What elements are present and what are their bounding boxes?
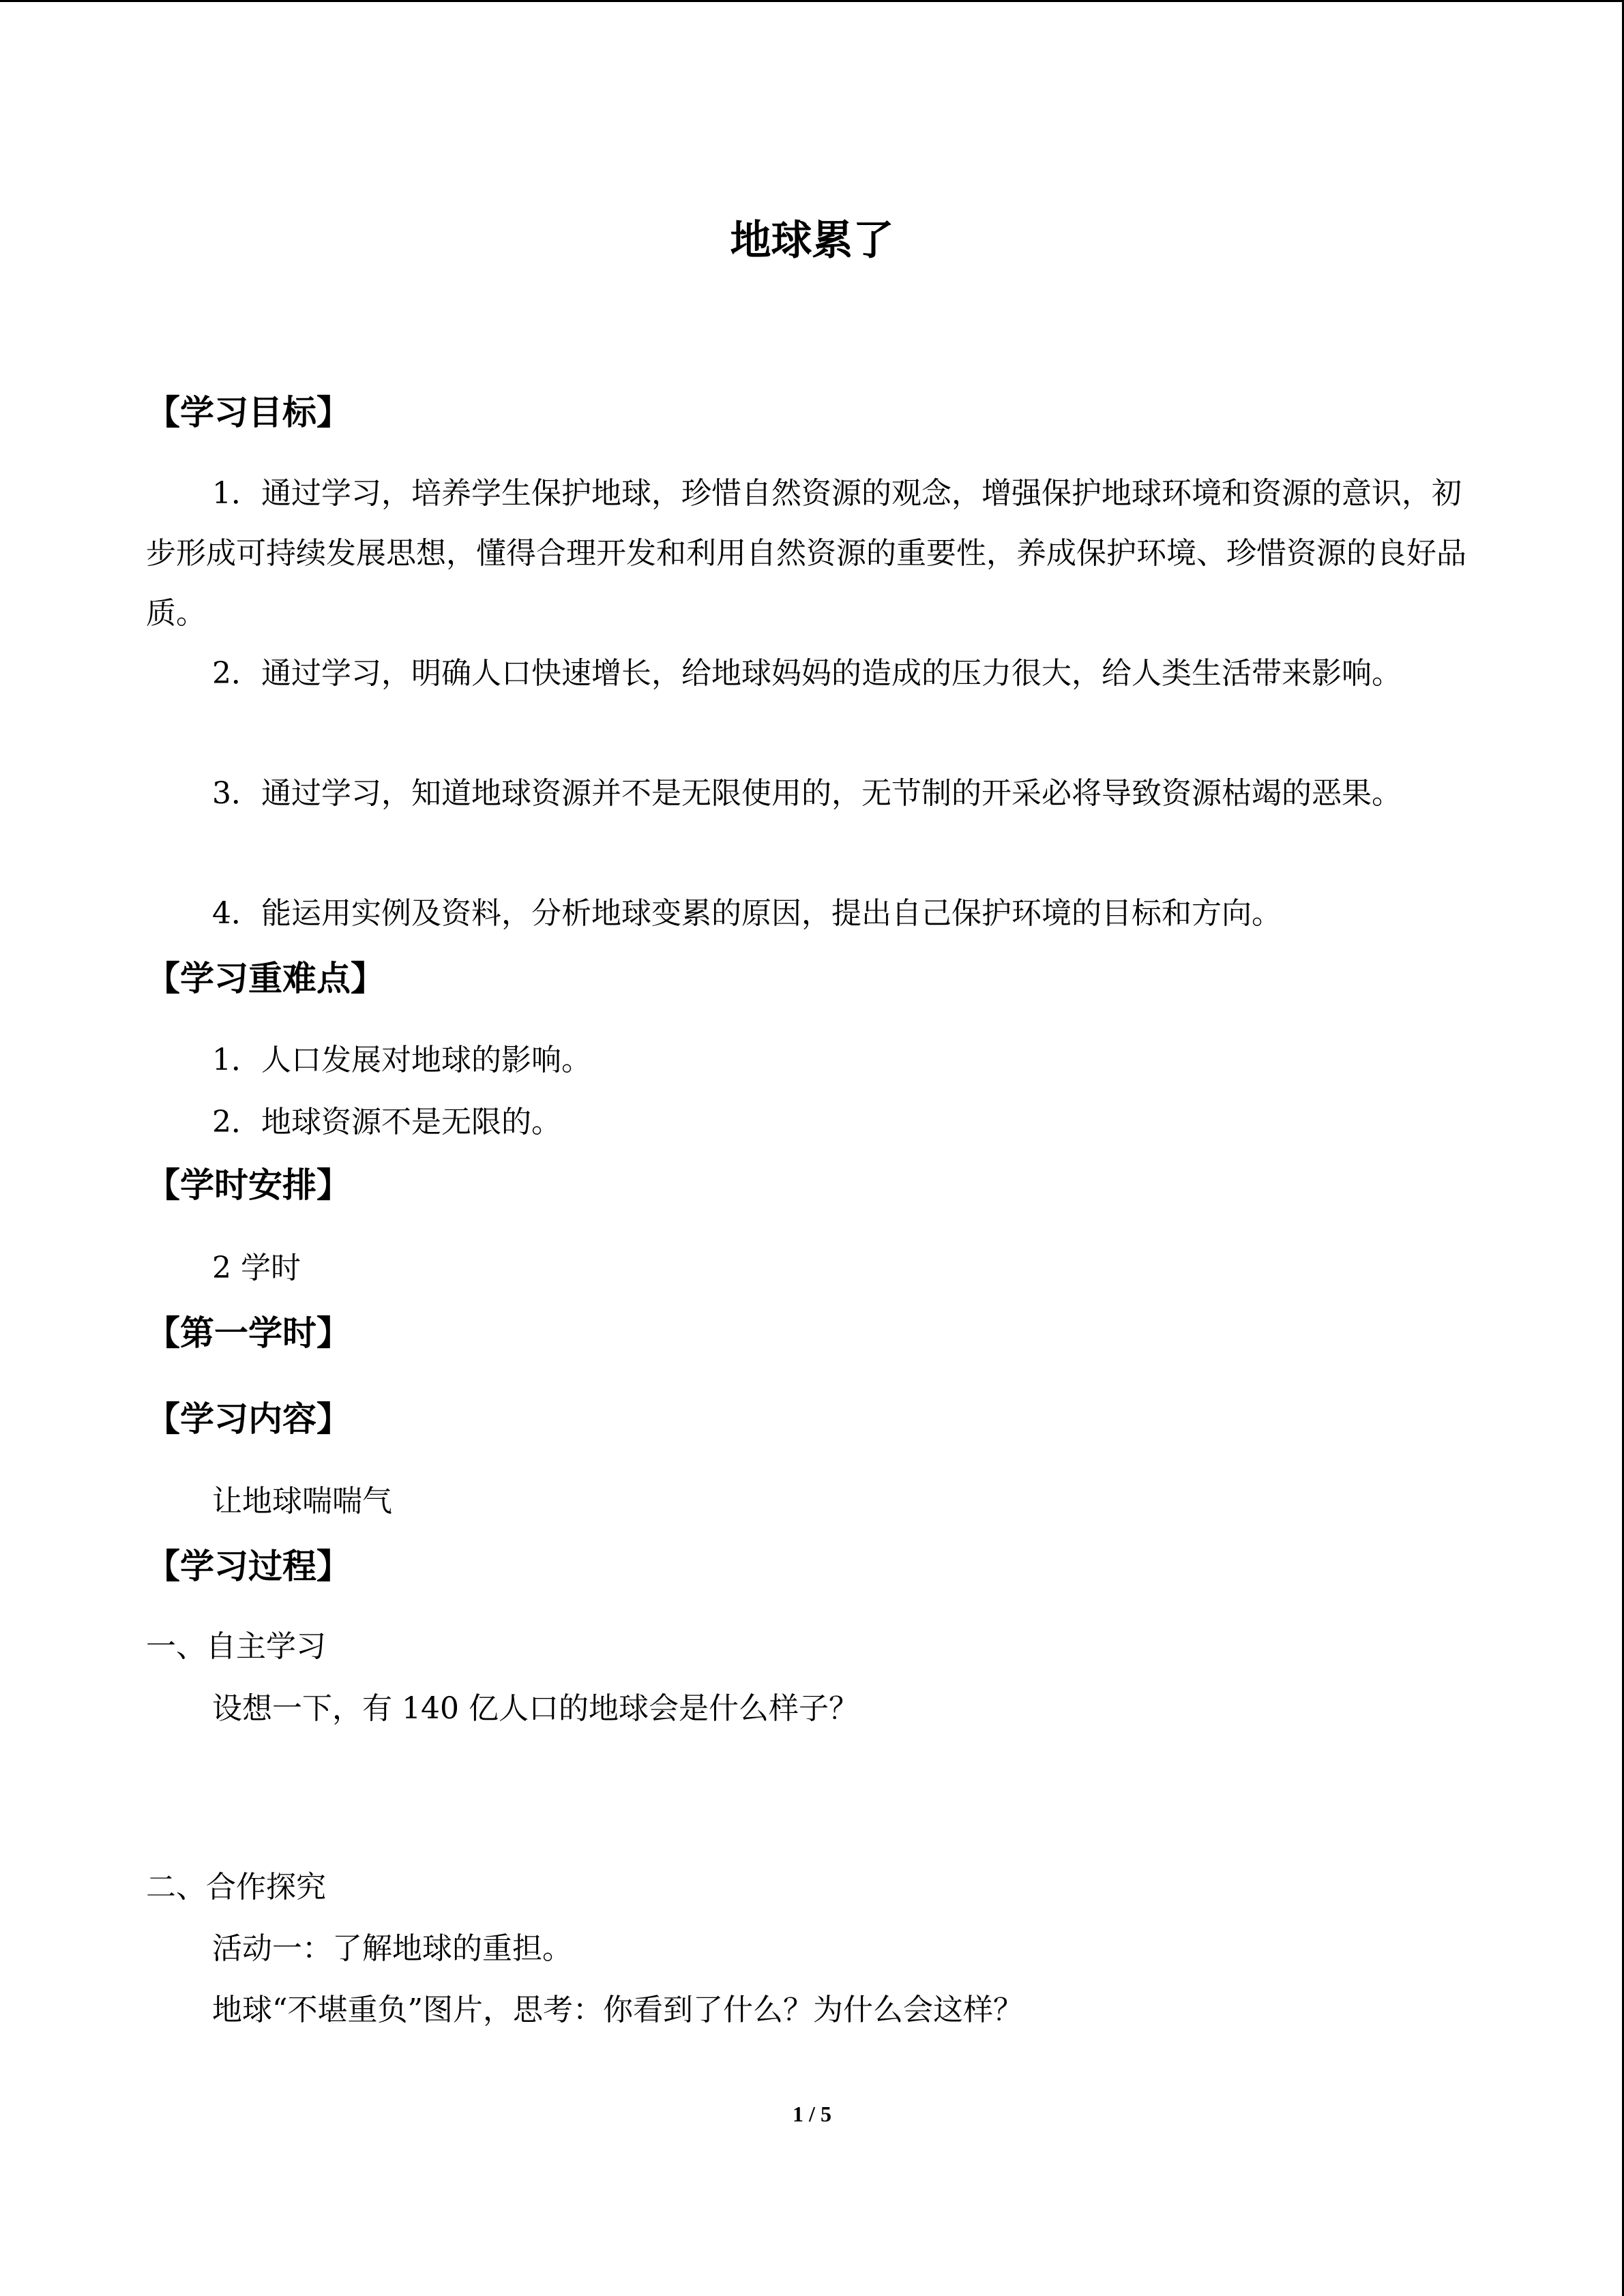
key-point-2: 2．地球资源不是无限的。 [212,1105,561,1139]
page-indicator: 1 / 5 [793,2102,831,2126]
part2-title: 二、合作探究 [146,1870,326,1905]
heading-first-period: 【第一学时】 [146,1313,351,1353]
document-title: 地球累了 [730,217,894,265]
goal-item-4: 4．能运用实例及资料，分析地球变累的原因，提出自己保护环境的目标和方向。 [212,896,1282,931]
schedule-text: 2 学时 [212,1251,301,1285]
part1-title: 一、自主学习 [146,1629,326,1664]
goal-item-3: 3．通过学习，知道地球资源并不是无限使用的，无节制的开采必将导致资源枯竭的恶果。 [212,776,1402,811]
key-point-1: 1．人口发展对地球的影响。 [212,1043,591,1077]
goal-item-2: 2．通过学习，明确人口快速增长，给地球妈妈的造成的压力很大，给人类生活带来影响。 [212,656,1402,691]
heading-learning-process: 【学习过程】 [146,1547,351,1586]
heading-learning-goals: 【学习目标】 [146,393,351,432]
heading-key-points: 【学习重难点】 [146,959,385,998]
heading-schedule: 【学时安排】 [146,1165,351,1205]
activity1-title: 活动一：了解地球的重担。 [212,1931,572,1966]
part1-text: 设想一下，有 140 亿人口的地球会是什么样子？ [212,1691,859,1726]
heading-learning-content: 【学习内容】 [146,1399,351,1439]
content-text: 让地球喘喘气 [212,1484,392,1519]
activity1-text: 地球“不堪重负”图片，思考：你看到了什么？为什么会这样？ [212,1993,1023,2027]
page-border-top [0,0,1624,2]
goal-item-1: 1．通过学习，培养学生保护地球，珍惜自然资源的观念，增强保护地球环境和资源的意识，初步形成可持续发展思想，懂得合理开发和利用自然资源的重要性，养成保护环境、珍惜资源的良好品质。 [146,476,1466,631]
